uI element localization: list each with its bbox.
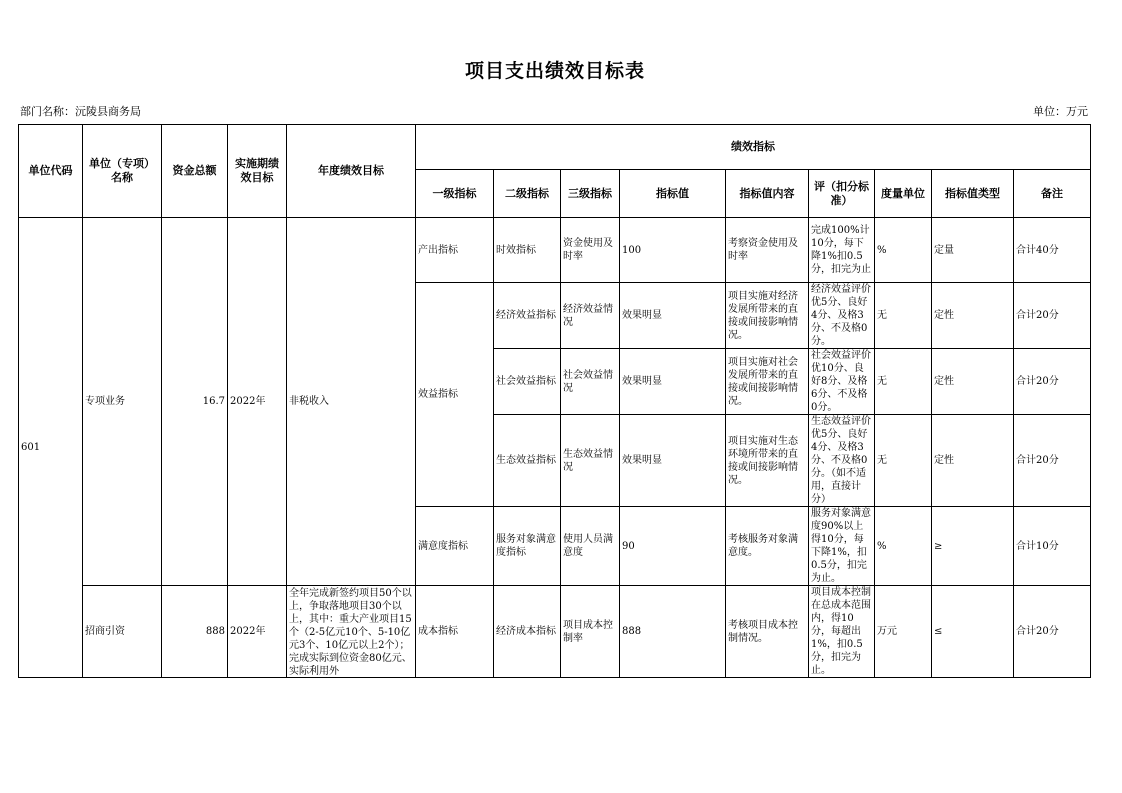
type-cell: 定量	[932, 218, 1014, 283]
measure-cell: %	[875, 218, 932, 283]
value-cell: 效果明显	[620, 415, 726, 507]
level2-cell: 时效指标	[494, 218, 561, 283]
performance-table	[18, 124, 1091, 678]
type-cell: ≥	[932, 507, 1014, 586]
content-cell: 项目实施对社会发展所带来的直接或间接影响情况。	[726, 349, 809, 415]
header-unit-code: 单位代码	[19, 125, 83, 218]
content-cell: 考核服务对象满意度。	[726, 507, 809, 586]
content-cell: 考察资金使用及时率	[726, 218, 809, 283]
level2-cell: 服务对象满意度指标	[494, 507, 561, 586]
project-period-cell: 2022年	[228, 586, 287, 678]
header-period-goal: 实施期绩效目标	[228, 125, 287, 218]
scoring-cell: 项目成本控制在总成本范围内，得10分，每超出1%，扣0.5分，扣完为止。	[809, 586, 875, 678]
project-amount-cell: 888	[162, 586, 228, 678]
value-cell: 90	[620, 507, 726, 586]
level3-cell: 项目成本控制率	[561, 586, 620, 678]
header-measure-unit: 度量单位	[875, 170, 932, 218]
value-cell: 效果明显	[620, 283, 726, 349]
header-value-type: 指标值类型	[932, 170, 1014, 218]
unit-label: 单位：万元	[1033, 105, 1088, 118]
level1-cell: 产出指标	[416, 218, 494, 283]
value-cell: 100	[620, 218, 726, 283]
scoring-cell: 完成100%计10分，每下降1%扣0.5分，扣完为止	[809, 218, 875, 283]
department-name: 部门名称：沅陵县商务局	[20, 105, 141, 118]
remark-cell: 合计10分	[1014, 507, 1091, 586]
annual-goal-text: 全年完成新签约项目50个以上，争取落地项目30个以上，其中：重大产业项目15个（2-5亿元10个、5-10亿元3个、10亿元以上2个）；完成实际到位资金80亿元、实际利用外	[289, 588, 412, 676]
level1-cell: 成本指标	[416, 586, 494, 678]
unit-code-cell: 601	[19, 218, 83, 678]
level1-cell: 效益指标	[416, 283, 494, 507]
project-annual-goal-cell: 非税收入	[287, 218, 416, 586]
measure-cell: 无	[875, 415, 932, 507]
header-level3: 三级指标	[561, 170, 620, 218]
project-amount-cell: 16.7	[162, 218, 228, 586]
project-name-cell: 招商引资	[83, 586, 162, 678]
scoring-cell: 社会效益评价优10分、良好8分、及格6分、不及格0分。	[809, 349, 875, 415]
level2-cell: 社会效益指标	[494, 349, 561, 415]
value-cell: 效果明显	[620, 349, 726, 415]
project-name-cell: 专项业务	[83, 218, 162, 586]
measure-cell: 无	[875, 349, 932, 415]
header-level1: 一级指标	[416, 170, 494, 218]
header-row-1	[19, 125, 1091, 170]
level3-cell: 生态效益情况	[561, 415, 620, 507]
measure-cell: %	[875, 507, 932, 586]
header-scoring: 评（扣分标准）	[809, 170, 875, 218]
level3-cell: 社会效益情况	[561, 349, 620, 415]
measure-cell: 万元	[875, 586, 932, 678]
level1-cell: 满意度指标	[416, 507, 494, 586]
level3-cell: 使用人员满意度	[561, 507, 620, 586]
table-row	[19, 586, 1091, 678]
level2-cell: 经济效益指标	[494, 283, 561, 349]
header-total-funds: 资金总额	[162, 125, 228, 218]
header-indicators: 绩效指标	[416, 125, 1091, 170]
content-cell: 项目实施对经济发展所带来的直接或间接影响情况。	[726, 283, 809, 349]
content-cell: 项目实施对生态环境所带来的直接或间接影响情况。	[726, 415, 809, 507]
remark-cell: 合计20分	[1014, 415, 1091, 507]
remark-cell: 合计20分	[1014, 283, 1091, 349]
content-cell: 考核项目成本控制情况。	[726, 586, 809, 678]
type-cell: 定性	[932, 349, 1014, 415]
header-unit-name: 单位（专项）名称	[83, 125, 162, 218]
type-cell: ≤	[932, 586, 1014, 678]
remark-cell: 合计20分	[1014, 349, 1091, 415]
table-row	[19, 218, 1091, 283]
remark-cell: 合计20分	[1014, 586, 1091, 678]
level2-cell: 经济成本指标	[494, 586, 561, 678]
level2-cell: 生态效益指标	[494, 415, 561, 507]
header-level2: 二级指标	[494, 170, 561, 218]
header-value: 指标值	[620, 170, 726, 218]
type-cell: 定性	[932, 283, 1014, 349]
project-period-cell: 2022年	[228, 218, 287, 586]
scoring-cell: 经济效益评价优5分、良好4分、及格3分、不及格0分。	[809, 283, 875, 349]
type-cell: 定性	[932, 415, 1014, 507]
level3-cell: 经济效益情况	[561, 283, 620, 349]
remark-cell: 合计40分	[1014, 218, 1091, 283]
header-value-content: 指标值内容	[726, 170, 809, 218]
value-cell: 888	[620, 586, 726, 678]
measure-cell: 无	[875, 283, 932, 349]
scoring-cell: 服务对象满意度90%以上得10分，每下降1%，扣0.5分，扣完为止。	[809, 507, 875, 586]
project-annual-goal-cell	[287, 586, 416, 678]
page-title: 项目支出绩效目标表	[464, 60, 645, 82]
header-annual-goal: 年度绩效目标	[287, 125, 416, 218]
level3-cell: 资金使用及时率	[561, 218, 620, 283]
scoring-cell: 生态效益评价优5分、良好4分、及格3分、不及格0分。（如不适用，直接计分）	[809, 415, 875, 507]
header-remark: 备注	[1014, 170, 1091, 218]
